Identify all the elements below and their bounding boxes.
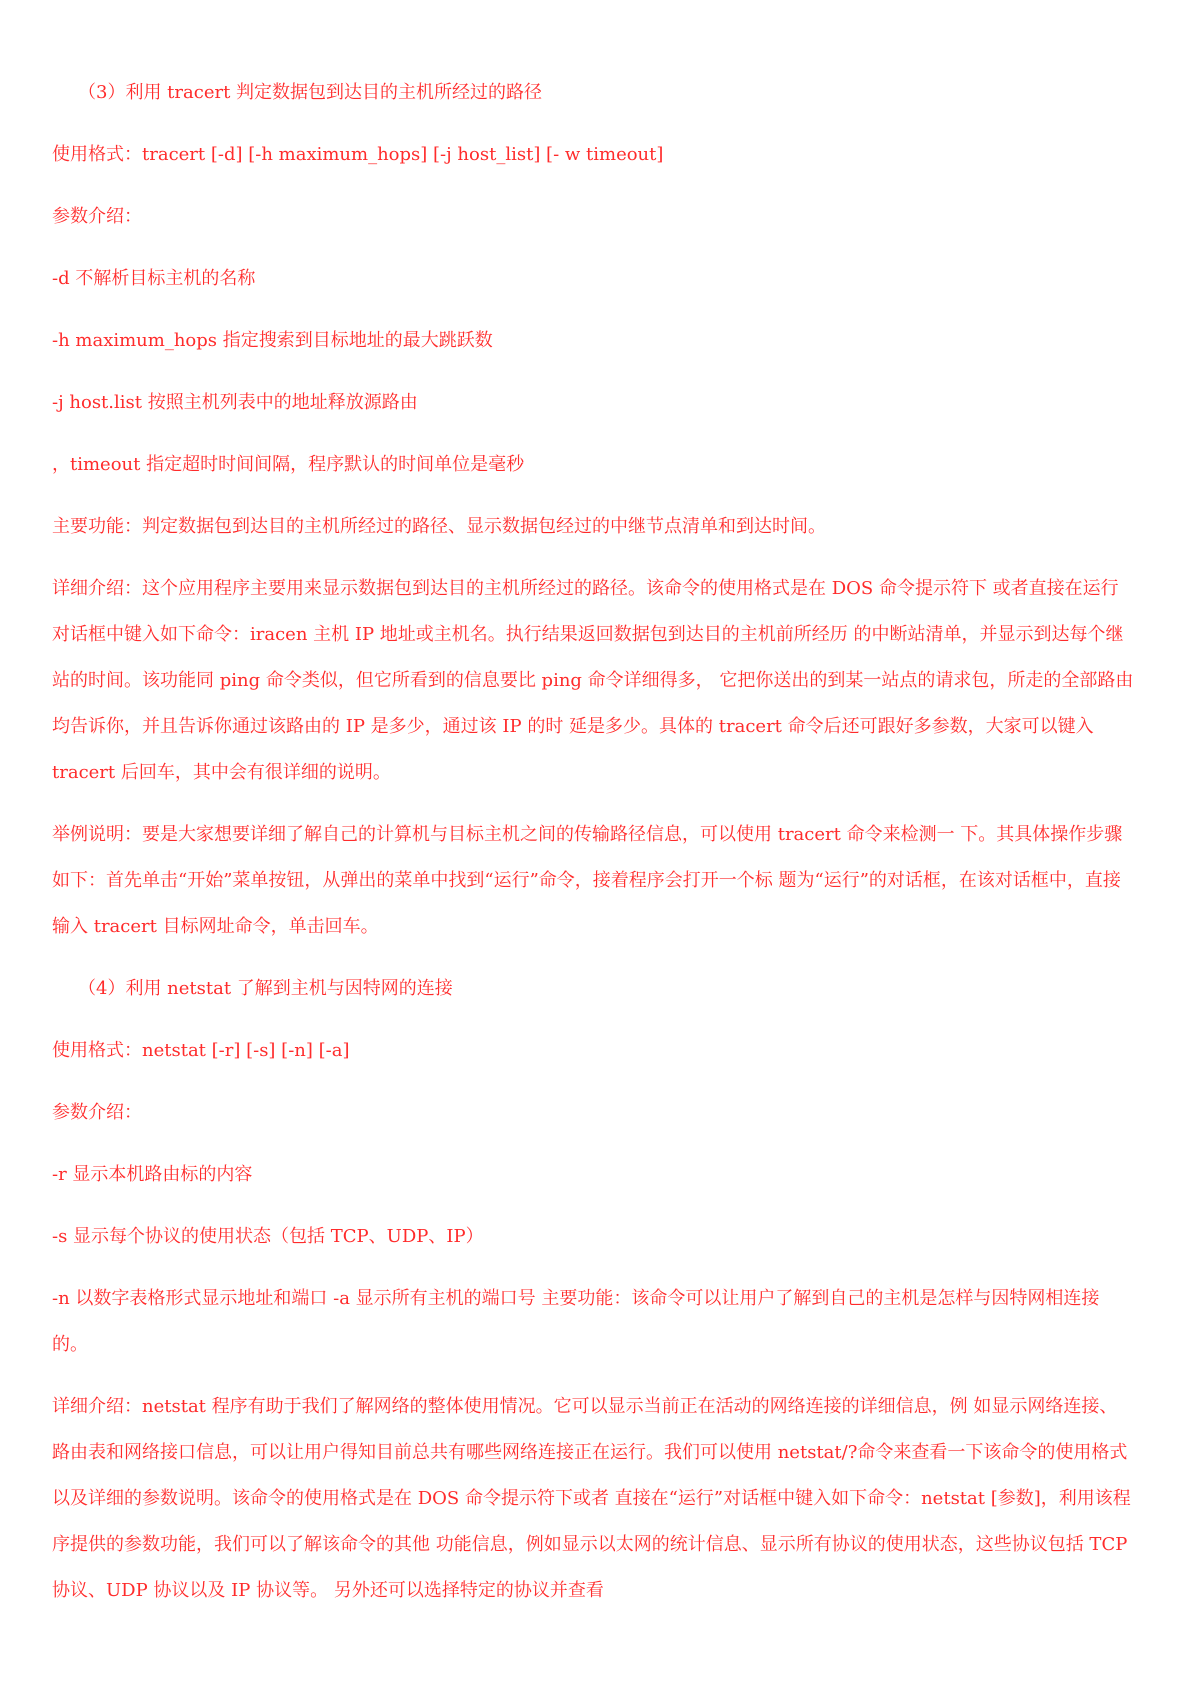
tracert-param-timeout: ，timeout 指定超时时间间隔，程序默认的时间单位是毫秒	[52, 454, 525, 475]
tracert-example: 举例说明：要是大家想要详细了解自己的计算机与目标主机之间的传输路径信息，可以使用 tracert 命令来检测一 下。其具体操作步骤如下：首先单击“开始”菜单按钮，从弹出的菜单中找到“运行”命令，接着程序会打开一个标 题为“运行”的对话框，在该对话框中，直接输入 tracert 目标网址命令，单击回车。	[52, 824, 1123, 937]
tracert-param-d: -d 不解析目标主机的名称	[52, 268, 256, 289]
tracert-main-function: 主要功能：判定数据包到达目的主机所经过的路径、显示数据包经过的中继节点清单和到达时间。	[52, 516, 826, 537]
netstat-params-heading: 参数介绍：	[52, 1102, 142, 1123]
section-heading-tracert: （3）利用 tracert 判定数据包到达目的主机所经过的路径	[78, 82, 543, 103]
tracert-usage-format: 使用格式：tracert [-d] [-h maximum_hops] [-j host_list] [- w timeout]	[52, 144, 664, 165]
tracert-params-heading: 参数介绍：	[52, 206, 142, 227]
netstat-param-r: -r 显示本机路由标的内容	[52, 1164, 253, 1185]
netstat-param-s: -s 显示每个协议的使用状态（包括 TCP、UDP、IP）	[52, 1226, 484, 1247]
netstat-detailed-intro: 详细介绍：netstat 程序有助于我们了解网络的整体使用情况。它可以显示当前正在活动的网络连接的详细信息，例 如显示网络连接、路由表和网络接口信息，可以让用户得知目前总共有哪些网络连接正在运行。我们可以使用 netstat/?命令来查看一下该命令的使用格式以及详细的参数说明。该命令的使用格式是在 DOS 命令提示符下或者 直接在“运行”对话框中键入如下命令：netstat [参数]，利用该程序提供的参数功能，我们可以了解该命令的其他 功能信息，例如显示以太网的统计信息、显示所有协议的使用状态，这些协议包括 TCP 协议、UDP 协议以及 IP 协议等。 另外还可以选择特定的协议并查看	[52, 1396, 1134, 1601]
section-heading-netstat: （4）利用 netstat 了解到主机与因特网的连接	[78, 978, 453, 999]
tracert-param-h: -h maximum_hops 指定搜索到目标地址的最大跳跃数	[52, 330, 493, 351]
tracert-param-j: -j host.list 按照主机列表中的地址释放源路由	[52, 392, 418, 413]
netstat-param-n-a-function: -n 以数字表格形式显示地址和端口 -a 显示所有主机的端口号 主要功能：该命令可以让用户了解到自己的主机是怎样与因特网相连接的。	[52, 1288, 1100, 1355]
tracert-detailed-intro: 详细介绍：这个应用程序主要用来显示数据包到达目的主机所经过的路径。该命令的使用格式是在 DOS 命令提示符下 或者直接在运行对话框中键入如下命令：iracen 主机 IP 地址或主机名。执行结果返回数据包到达目的主机前所经历 的中断站清单，并显示到达每个继站的时间。该功能同 ping 命令类似，但它所看到的信息要比 ping 命令详细得多， 它把你送出的到某一站点的请求包，所走的全部路由均告诉你，并且告诉你通过该路由的 IP 是多少，通过该 IP 的时 延是多少。具体的 tracert 命令后还可跟好多参数，大家可以键入 tracert 后回车，其中会有很详细的说明。	[52, 578, 1134, 783]
netstat-usage-format: 使用格式：netstat [-r] [-s] [-n] [-a]	[52, 1040, 350, 1061]
